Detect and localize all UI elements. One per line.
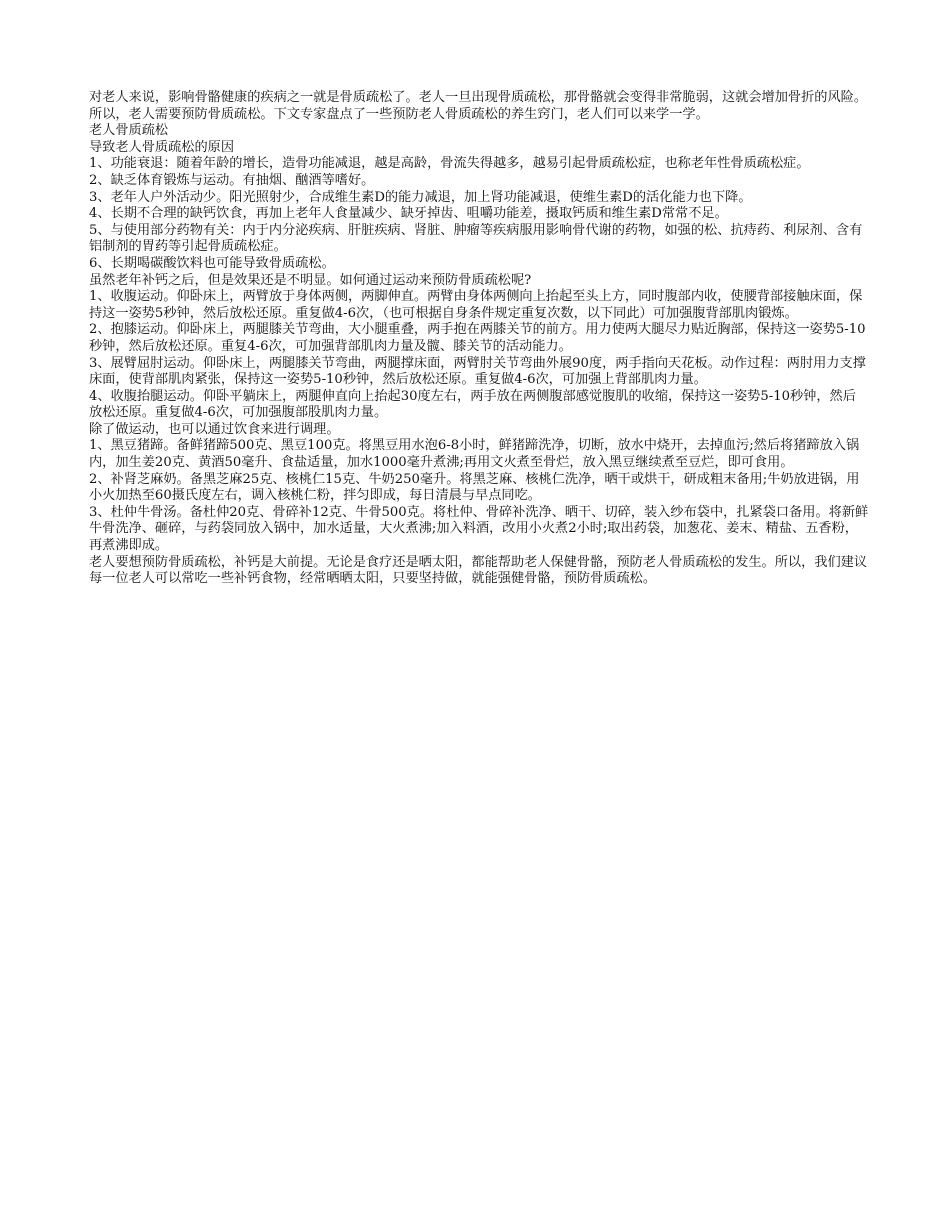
exercise-item-3: 3、展臂屈肘运动。仰卧床上，两腿膝关节弯曲，两腿撑床面，两臂肘关节弯曲外展90度，两手指向天花板。动作过程：两肘用力支撑床面，使背部肌肉紧张，保持这一姿势5-10秒钟，然后放松还原。重复做4-6次，可加强上背部肌肉力量。 — [89, 355, 866, 388]
cause-item-5: 5、与使用部分药物有关：内于内分泌疾病、肝脏疾病、肾脏、肿瘤等疾病服用影响骨代谢的药物，如强的松、抗痔药、利尿剂、含有铝制剂的胃药等引起骨质疏松症。 — [89, 222, 863, 255]
cause-item-2: 2、缺乏体育锻炼与运动。有抽烟、酗酒等嗜好。 — [89, 172, 375, 188]
exercise-item-2: 2、抱膝运动。仰卧床上，两腿膝关节弯曲，大小腿重叠，两手抱在两膝关节的前方。用力使两大腿尽力贴近胸部，保持这一姿势5-10秒钟，然后放松还原。重复4-6次，可加强背部肌肉力量及髋、膝关节的活动能力。 — [89, 322, 866, 354]
exercise-intro: 虽然老年补钙之后，但是效果还是不明显。如何通过运动来预防骨质疏松呢? — [89, 272, 532, 288]
intro-paragraph: 对老人来说，影响骨骼健康的疾病之一就是骨质疏松了。老人一旦出现骨质疏松，那骨骼就会变得非常脆弱，这就会增加骨折的风险。所以，老人需要预防骨质疏松。下文专家盘点了一些预防老人骨质疏松的养生窍门，老人们可以来学一学。 — [89, 90, 868, 122]
diet-item-1: 1、黑豆猪蹄。备鲜猪蹄500克、黑豆100克。将黑豆用水泡6-8小时，鲜猪蹄洗净，切断，放水中烧开，去掉血污;然后将猪蹄放入锅内，加生姜20克、黄酒50毫升、食盐适量，加水1000毫升煮沸;再用文火煮至骨烂，放入黑豆继续煮至豆烂，即可食用。 — [89, 438, 860, 471]
cause-item-3: 3、老年人户外活动少。阳光照射少，合成维生素D的能力减退，加上肾功能减退，使维生素D的活化能力也下降。 — [89, 189, 752, 205]
diet-item-2: 2、补肾芝麻奶。备黑芝麻25克、核桃仁15克、牛奶250毫升。将黑芝麻、核桃仁洗净，晒干或烘干，研成粗末备用;牛奶放进锅，用小火加热至60摄氏度左右，调入核桃仁粉，拌匀即成，每日清晨与早点同吃。 — [89, 471, 860, 504]
cause-item-6: 6、长期喝碳酸饮料也可能导致骨质疏松。 — [89, 255, 335, 271]
conclusion-paragraph: 老人要想预防骨质疏松，补钙是大前提。无论是食疗还是晒太阳，都能帮助老人保健骨骼，预防老人骨质疏松的发生。所以，我们建议每一位老人可以常吃一些补钙食物，经常晒晒太阳，只要坚持做，就能强健骨骼，预防骨质疏松。 — [89, 554, 868, 587]
section-title-causes: 导致老人骨质疏松的原因 — [89, 139, 235, 155]
cause-item-1: 1、功能衰退：随着年龄的增长，造骨功能减退，越是高龄，骨流失得越多，越易引起骨质疏松症，也称老年性骨质疏松症。 — [89, 156, 810, 172]
exercise-item-4: 4、收腹抬腿运动。仰卧平躺床上，两腿伸直向上抬起30度左右，两手放在两侧腹部感觉腹肌的收缩，保持这一姿势5-10秒钟，然后放松还原。重复做4-6次，可加强腹部股肌肉力量。 — [89, 388, 856, 421]
section-title-osteoporosis: 老人骨质疏松 — [89, 123, 169, 139]
cause-item-4: 4、长期不合理的缺钙饮食，再加上老年人食量减少、缺牙掉齿、咀嚼功能差，摄取钙质和维生素D常常不足。 — [89, 206, 728, 222]
document-body — [89, 90, 869, 588]
exercise-item-1: 1、收腹运动。仰卧床上，两臂放于身体两侧，两脚伸直。两臂由身体两侧向上抬起至头上方，同时腹部内收，使腰背部接触床面，保持这一姿势5秒钟，然后放松还原。重复做4-6次，（也可根据自身条件规定重复次数，以下同此）可加强腹背部肌肉锻炼。 — [89, 289, 863, 321]
diet-intro: 除了做运动，也可以通过饮食来进行调理。 — [89, 421, 340, 437]
diet-item-3: 3、杜仲牛骨汤。备杜仲20克、骨碎补12克、牛骨500克。将杜仲、骨碎补洗净、晒干、切碎，装入纱布袋中，扎紧袋口备用。将新鲜牛骨洗净、砸碎，与药袋同放入锅中，加水适量，大火煮沸;加入料酒，改用小火煮2小时;取出药袋，加葱花、姜末、精盐、五香粉，再煮沸即成。 — [89, 504, 869, 554]
